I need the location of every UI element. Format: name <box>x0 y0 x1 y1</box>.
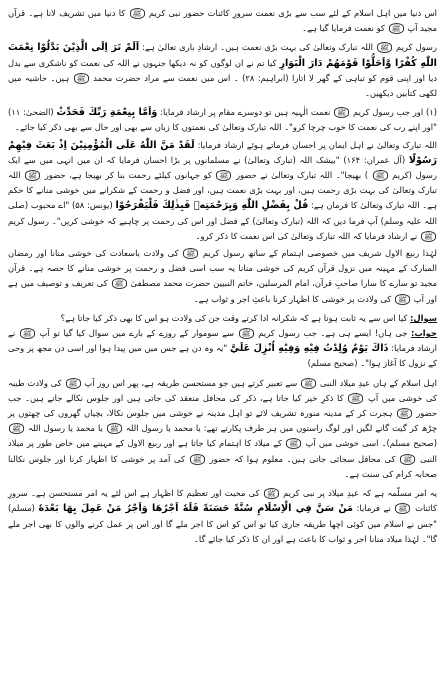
saw-honorific: ﷺ <box>74 73 89 84</box>
paragraph-blessing <box>8 40 437 101</box>
question-answer-1 <box>8 311 437 372</box>
text: کیا تم نے ان لوگوں کو نہ دیکھا جنہوں نے اللہ کی نعمت کو ناشکری سے بدل دیا اور اپنی قوم کو تباہی کے گھر لا اتارا <box>8 57 438 83</box>
saw-honorific: ﷺ <box>348 393 363 404</box>
text: ۔ اس میں نعمت سے مراد حضرت محمد <box>93 72 239 83</box>
saw-honorific: ﷺ <box>112 278 127 289</box>
saw-honorific: ﷺ <box>9 423 24 434</box>
text: نے فرمایا: <box>356 503 391 514</box>
paragraph-celebration <box>8 376 437 482</box>
text: "بیشک اللہ (تبارک وتعالیٰ) نے مسلمانوں پر بڑا احسان فرمایا کہ ان میں انہی میں سے ایک رسول (کریم <box>8 154 437 181</box>
saw-honorific: ﷺ <box>20 328 35 339</box>
paragraph-rabi-ul-awwal <box>8 246 437 307</box>
saw-honorific: ﷺ <box>395 294 410 305</box>
paragraph-favor <box>8 138 437 244</box>
hadith-reference: (صحیح مسلم) <box>307 358 358 369</box>
text: (صحیح مسلم)۔ اسی خوشی میں آپ <box>305 438 437 449</box>
text: کی تعریف و توصیف میں ہے اور آپ <box>8 278 437 304</box>
text: اللہ تبارک وتعالیٰ نے اہل ایمان پر احسان فرماتے ہوئے ارشاد فرمایا: <box>197 139 437 150</box>
saw-honorific: ﷺ <box>377 42 392 53</box>
saw-honorific: ﷺ <box>25 170 40 181</box>
saw-honorific: ﷺ <box>130 8 145 19</box>
text: نے ارشاد فرمایا: <box>8 328 438 354</box>
text: سے سوموار کے روزے کے بارے میں سوال کیا گیا تو آپ <box>39 328 235 339</box>
paragraph-good-practice <box>8 486 437 547</box>
quran-verse: وَاَمَّا بِنِعْمَةِ رَبِّكَ فَحَدِّثْ <box>56 107 158 119</box>
text: کا دنیا میں تشریف لانا ہے۔ قرآن مجید آپ <box>8 8 437 34</box>
saw-honorific: ﷺ <box>66 378 81 389</box>
text: نعمت الٰہیہ ہیں تو دوسرے مقام پر ارشاد فرمایا: <box>160 107 331 118</box>
saw-honorific: ﷺ <box>373 170 388 181</box>
paragraph-intro <box>8 6 437 36</box>
saw-honorific: ﷺ <box>286 438 301 449</box>
saw-honorific: ﷺ <box>239 328 254 339</box>
saw-honorific: ﷺ <box>264 488 279 499</box>
text: "یہ وہ دن ہے جس میں میں پیدا ہوا اور اسی دن مجھ پر وحی کے نزول کا آغاز ہوا"۔ <box>8 343 437 369</box>
saw-honorific: ﷺ <box>301 378 316 389</box>
question-label: سوال: <box>410 312 437 323</box>
text: رسول کریم <box>396 42 437 53</box>
saw-honorific: ﷺ <box>183 248 198 259</box>
quran-verse: اَلَمْ تَرَ اِلَى الَّذِيْنَ بَدَّلُوْا نِعْمَتَ اللّٰهِ كُفْرًا وَّاَحَلُّوْا قَوْمَهُمْ دَارَ الْبَوَارِ <box>8 42 437 69</box>
text: کو جہانوں کیلئے رحمت بنا کر بھیجا ہے، حضور <box>44 170 212 181</box>
text: "اور اپنے رب کی نعمت کا خوب چرچا کرو"۔ اللہ تبارک وتعالیٰ کی نعمتوں کا زبان سے بھی اور حال سے بھی ذکر کیا جائے۔ <box>15 122 437 133</box>
text: ) بھیجا"۔ اللہ تبارک وتعالیٰ نے حضور <box>236 170 369 181</box>
quran-verse: قُلْ بِفَضْلِ اللّٰهِ وَبِرَحْمَتِهٖ فَبِذٰلِكَ فَلْيَفْرَحُوْا <box>115 200 309 212</box>
paragraph-proclaim <box>8 105 437 135</box>
text: کی ولادت پر خوشی کا اظہار کرنا باعثِ اجر و ثواب ہے۔ <box>193 293 392 304</box>
saw-honorific: ﷺ <box>107 423 122 434</box>
saw-honorific: ﷺ <box>400 454 415 465</box>
text: اللہ تبارک وتعالیٰ کی بہت بڑی رحمت ہیں، اور بہت بڑی نعمت ہیں، اور فضل و رحمت کے شکرانے میں خوشی منانے کا حکم ہے۔ اللہ تبارک وتعالیٰ کا فرمان ہے: <box>8 170 437 211</box>
text: کا ذکرِ خیر کیا جاتا ہے، ذکر کی محافل منعقد کی جاتی ہیں اور جلوس نکالے جاتے ہیں۔ جب حضور <box>8 392 437 419</box>
text: یا محمد یا رسول اللہ <box>28 423 103 434</box>
text: یہ امر مسلّمہ ہے کہ عیدِ میلاد پر نبی کریم <box>283 488 437 499</box>
text: جی ہاں! ایسے ہی ہے۔ جب رسول کریم <box>258 328 408 339</box>
verse-reference: (الضحیٰ: ۱۱) <box>8 107 54 118</box>
text: "اے محبوب (صلی اللہ علیہ وسلم) آپ فرما دیں کہ اللہ (تبارک وتعالیٰ) کے فضل اور اس کی رحمت پر چاہیے کہ خوشی کریں"۔ رسول کریم <box>8 200 437 226</box>
saw-honorific: ﷺ <box>395 503 410 514</box>
text: کی ولادت باسعادت کی خوشی منانا اور رمضان المبارک کے مہینہ میں نزول قرآن کریم کی خوشی منانا یہ سب اسی فضل و رحمت پر خوشی منانے کا حصہ ہے۔ قرآن مجید تو سارے کا سارا <box>8 248 437 289</box>
text: کی آمد پر خوشی کا اظہار کرنا اور جلوس نکالنا صحابہ کرام کی سنت ہے۔ <box>8 453 437 479</box>
text: "جس نے اسلام میں کوئی اچھا طریقہ جاری کیا تو اس کو اس کا اجر ملے گا اور اس پر عمل کرنے والوں کا بھی اجر ملے گا"۔ لہٰذا میلاد منانا اجر و ثواب کا باعث ہے اور ان کا ذکر کیا جائے گا۔ <box>8 518 437 544</box>
saw-honorific: ﷺ <box>421 231 436 242</box>
hadith-reference: (مسلم) <box>8 503 35 514</box>
text: اہل اسلام کے ہاں عیدِ میلاد النبی <box>319 377 438 388</box>
text: صاحبِ قرآن، امام المرسلین، خاتم النبیین حضرت محمد مصطفیٰ <box>130 278 358 289</box>
text: کو نعمت فرمایا گیا ہے۔ <box>302 23 385 34</box>
hadith-text: ذَاكَ يَوْمٌ وُلِدْتُ فِيْهِ وَفِيْهِ اُنْزِلَ عَلَيَّ <box>229 343 389 355</box>
text: سے تعبیر کرتے ہیں جو مستحسن طریقہ ہے، پھر اس روز آپ <box>84 377 298 388</box>
verse-reference: (یونس: ۵۸) <box>72 200 113 211</box>
text: (۱) اور جب رسول کریم <box>353 107 438 118</box>
text: اللہ تبارک وتعالیٰ کی بہت بڑی نعمت ہیں۔ ارشادِ باری تعالیٰ ہے: <box>142 42 374 53</box>
text: لہٰذا ربیع الاول شریف میں خصوصی اہتمام کے ساتھ رسول کریم <box>202 248 437 259</box>
question-text: کیا اس سے یہ ثابت ہوتا ہے کہ شکرانہ ادا کرتے وقت جن کی ولادت ہو اس کا بھی ذکر کیا جاتا ہے؟ <box>60 312 408 323</box>
text: نے ارشاد فرمایا کہ اللہ تبارک وتعالیٰ کی اس نعمت کا ذکر کرو۔ <box>195 230 418 241</box>
text: کے میلاد کا اہتمام کیا جاتا ہے اور ربیع الاول کے مہینے میں خاص طور پر میلاد النبی <box>8 438 438 464</box>
saw-honorific: ﷺ <box>397 408 412 419</box>
verse-reference: (آل عمران: ۱۶۴) <box>343 154 406 165</box>
text: اس دنیا میں اہل اسلام کے لئے سب سے بڑی نعمت سرورِ کائنات حضور نبی کریم <box>148 8 438 18</box>
text: ہجرت کر کے مدینہ منورہ تشریف لائے تو اہل مدینہ نے خوشی میں جلوس نکالا، بچیاں گھروں کی چھتوں پر چڑھ کر گیت گانے لگیں اور لوگ راستوں میں ہر طرف پکارتے تھے: یا محمد یا رسول اللہ <box>8 408 438 434</box>
text: ہیں۔ حاشیہ میں لکھی کتابیں دیکھیں۔ <box>8 72 437 99</box>
saw-honorific: ﷺ <box>389 23 404 34</box>
text: کی محبت اور تعظیم کا اظہار ہے اس لئے یہ امر مستحسن ہے۔ سرورِ کائنات <box>8 488 437 514</box>
saw-honorific: ﷺ <box>190 454 205 465</box>
verse-reference: (ابراہیم: ۲۸) <box>242 72 289 83</box>
quran-verse: لَقَدْ مَنَّ اللّٰهُ عَلَى الْمُؤْمِنِيْنَ اِذْ بَعَثَ فِيْهِمْ رَسُوْلًا <box>8 139 438 166</box>
saw-honorific: ﷺ <box>334 107 349 118</box>
hadith-text: مَنْ سَنَّ فِي الْاِسْلَامِ سُنَّةً حَسَنَةً فَلَهٗ اَجْرُهَا وَاَجْرُ مَنْ عَمِلَ بِهَا بَعْدَهٗ <box>38 503 353 515</box>
answer-label: جواب: <box>411 328 437 339</box>
text: کی ولادت طیبہ کی خوشی میں آپ <box>8 377 437 403</box>
text: کی محافل سجائی جاتی ہیں۔ معلوم ہوا کہ حضور <box>209 453 396 464</box>
saw-honorific: ﷺ <box>216 170 231 181</box>
